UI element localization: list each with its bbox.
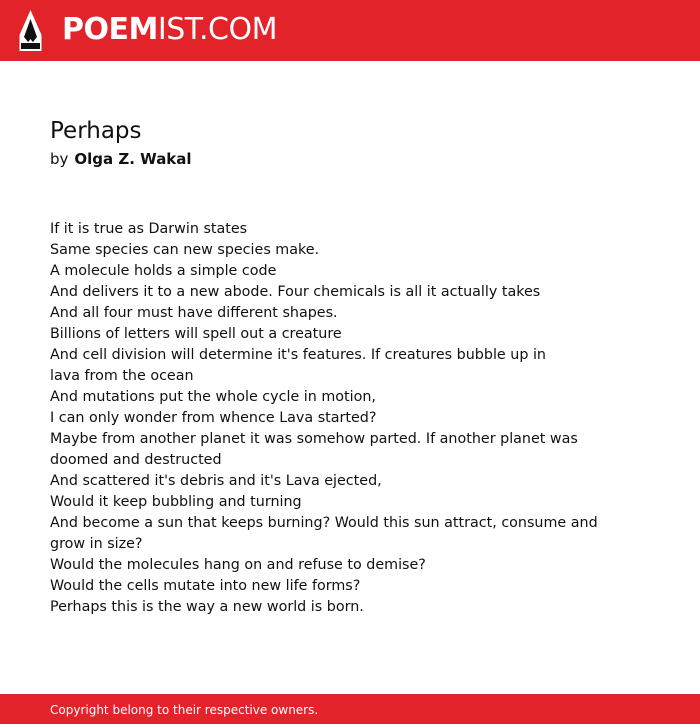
site-logo[interactable]: [62, 12, 277, 48]
poem-line: A molecule holds a simple code: [50, 263, 277, 279]
by-label: by: [50, 150, 69, 168]
poem-line: lava from the ocean: [50, 368, 194, 384]
poem-line: And become a sun that keeps burning? Would this sun attract, consume and: [50, 515, 598, 531]
brand-bold-text: POEM: [62, 12, 158, 47]
poem-line: And mutations put the whole cycle in motion,: [50, 389, 376, 405]
poem-line: Same species can new species make.: [50, 242, 320, 258]
poem-title: Perhaps: [50, 118, 142, 144]
site-header: [0, 0, 700, 61]
poem-line: I can only wonder from whence Lava started?: [50, 410, 377, 426]
poem-line: If it is true as Darwin states: [50, 221, 248, 237]
poem-line: And cell division will determine it's features. If creatures bubble up in: [50, 347, 546, 363]
poem-line: And delivers it to a new abode. Four chemicals is all it actually takes: [50, 284, 541, 300]
poem-line: And scattered it's debris and it's Lava ejected,: [50, 473, 382, 489]
poem-line: And all four must have different shapes.: [50, 305, 338, 321]
site-footer: [0, 694, 700, 724]
poem-line: doomed and destructed: [50, 452, 222, 468]
poem-line: Maybe from another planet it was somehow parted. If another planet was: [50, 431, 578, 447]
poem-line: Would the molecules hang on and refuse to demise?: [50, 557, 426, 573]
author-name[interactable]: Olga Z. Wakal: [74, 150, 192, 168]
poem-body: [50, 219, 610, 618]
poem-line: Would the cells mutate into new life forms?: [50, 578, 361, 594]
poem-line: grow in size?: [50, 536, 143, 552]
poem-line: Billions of letters will spell out a creature: [50, 326, 342, 342]
brand-light-text: IST.COM: [157, 12, 277, 47]
poem-line: Perhaps this is the way a new world is born.: [50, 599, 364, 615]
poem-line: Would it keep bubbling and turning: [50, 494, 302, 510]
pen-nib-icon: [18, 10, 43, 51]
copyright-notice: Copyright belong to their respective owners.: [50, 703, 319, 717]
byline: [50, 149, 192, 169]
